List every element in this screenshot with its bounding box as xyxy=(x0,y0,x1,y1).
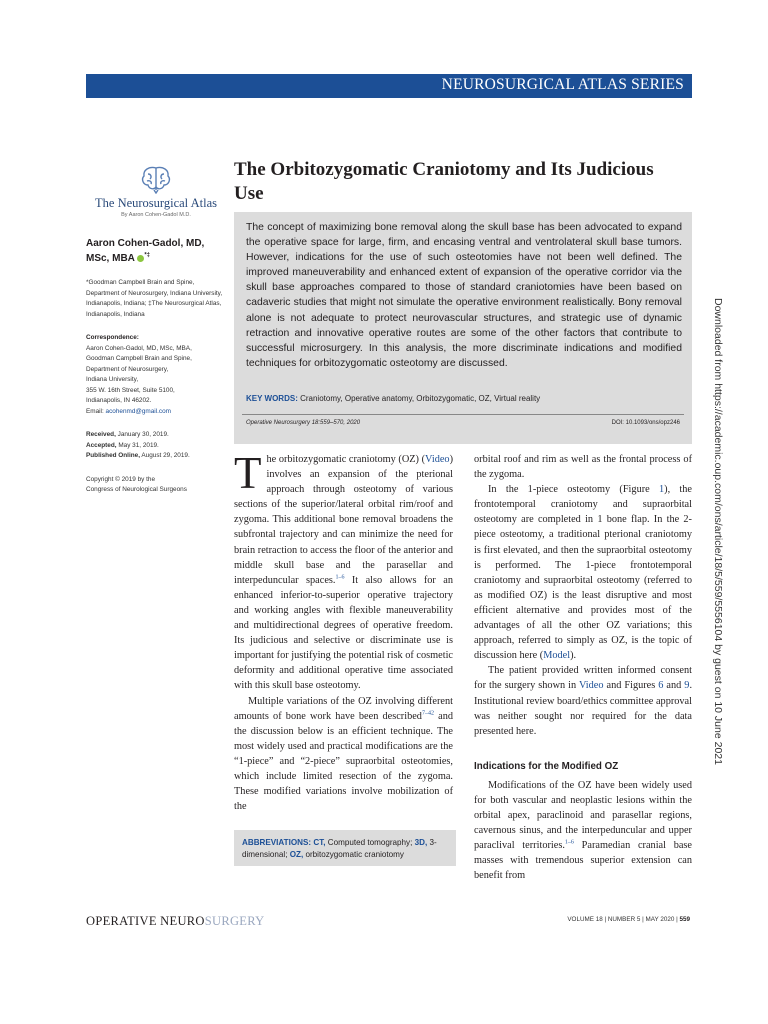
paragraph xyxy=(234,694,453,815)
author-sidebar xyxy=(86,236,228,496)
text-run: he orbitozygomatic craniotomy (OZ) ( xyxy=(266,454,426,465)
text-run: In the 1-piece osteotomy (Figure xyxy=(488,484,659,496)
body-column-2 xyxy=(474,452,692,884)
corr-line: Aaron Cohen-Gadol, MD, MSc, MBA, xyxy=(86,344,192,352)
video-link[interactable]: Video xyxy=(425,454,450,465)
abstract-box xyxy=(234,212,692,444)
keywords-list: Craniotomy, Operative anatomy, Orbitozygomatic, OZ, Virtual reality xyxy=(300,394,541,403)
text-run: It also allows for an enhanced inferior-to-superior operative trajectory and working angles with flexible maneuverability and multidirectional degrees of operative freedom. Its judicious and selective or discriminate use is important for justifying the potential risk of cosmetic deformity and additional operative time associated with this skull base osteotomy. xyxy=(234,574,453,692)
brain-icon xyxy=(139,164,173,194)
journal-name-part: OPERATIVE NEURO xyxy=(86,914,205,928)
abbreviations-box xyxy=(234,830,456,866)
issue-text: VOLUME 18 | NUMBER 5 | MAY 2020 | xyxy=(567,916,680,923)
abbr-term: 3D, xyxy=(414,838,428,847)
article-dates xyxy=(86,430,228,462)
journal-name xyxy=(86,914,265,929)
author-name: Aaron Cohen-Gadol, MD, MSc, MBA xyxy=(86,238,205,264)
page-number: 559 xyxy=(679,916,690,923)
corr-line: 355 W. 16th Street, Suite 5100, xyxy=(86,386,175,394)
text-run: The patient provided written informed consent for the surgery shown in xyxy=(474,665,692,692)
text-run: Multiple variations of the OZ involving different amounts of bone work have been described xyxy=(234,695,453,722)
figure-link[interactable]: 9 xyxy=(684,680,690,692)
series-banner xyxy=(86,74,692,98)
video-link[interactable]: Video xyxy=(578,680,604,692)
section-heading: Indications for the Modified OZ xyxy=(474,760,619,772)
body-column-1 xyxy=(234,448,453,814)
copyright-line: Congress of Neurological Surgeons xyxy=(86,486,187,493)
article-title: The Orbitozygomatic Craniotomy and Its Judicious Use xyxy=(234,159,654,204)
published-label: Published Online, xyxy=(86,452,140,459)
text-run: . Institutional review board/ethics committee approval was neither sought nor required for the data presented here. xyxy=(474,680,693,737)
copyright xyxy=(86,475,228,496)
paragraph: orbital roof and rim as well as the frontal process of the zygoma. xyxy=(474,454,692,481)
logo-name: The Neurosurgical Atlas xyxy=(95,196,217,210)
reference-link[interactable]: 7–42 xyxy=(421,710,434,717)
figure-link[interactable]: 6 xyxy=(658,680,664,692)
drop-cap: T xyxy=(234,448,262,498)
received-label: Received, xyxy=(86,431,116,438)
citation: Operative Neurosurgery 18:559–570, 2020 xyxy=(246,420,361,426)
keywords-label: KEY WORDS: xyxy=(246,394,298,403)
text-run: ), the frontotemporal craniotomy and supraorbital osteotomy are completed in 1 bone flap. In the 2-piece osteotomy, a traditional pterional craniotomy is first elevated, and then the supraorbital osteotomy is performed. The 1-piece frontotemporal craniotomy and supraorbital osteotomy (referred to as modified OZ) is the least disruptive and most efficient alternative and provides most of the advantages of all the other OZ variations; this approach, referred to simply as OZ, is the topic of discussion here ( xyxy=(474,484,692,662)
correspondence xyxy=(86,333,228,417)
abbreviations-label: ABBREVIATIONS: xyxy=(242,838,312,847)
atlas-logo xyxy=(86,164,226,228)
abstract-text: The concept of maximizing bone removal along the skull base has been advocated to expand the operative space for large, firm, and encasing ventral and ventrolateral skull base tumors. However, indications for the use of such osteotomies have not been well defined. The improved maneuverability and enhanced extent of expansion of the operative corridor via the skull base approaches compared to those of standard craniotomies have been based on cadaveric studies that might not simulate the operative environment realistically. Bony removal alone is not adequate to protect neurovascular structures, and strategic use of dynamic retraction and innovative operative routes are some of the other factors that contribute to successful microsurgery. In this analysis, the more discriminate indications and modified techniques for orbitozygomatic osteotomy are discussed. xyxy=(246,222,682,369)
text-run: and Figures xyxy=(603,680,659,692)
accepted-label: Accepted, xyxy=(86,441,117,449)
received-date: January 30, 2019. xyxy=(117,431,169,438)
corr-line: Department of Neurosurgery, xyxy=(86,365,169,373)
issue-info xyxy=(567,916,690,923)
text-run: ). xyxy=(570,650,577,662)
text-run: Modifications of the OZ have been widely used for both vascular and neoplastic lesions within the orbital apex, paraclinoid and parasellar regions, cavernous sinus, and the interpeduncular and upper paraclival territories. xyxy=(474,779,692,852)
published-date: August 29, 2019. xyxy=(141,452,190,459)
text-run: Paramedian cranial base masses with tremendous superior extension can benefit from xyxy=(474,840,692,882)
text-run: and xyxy=(663,680,685,692)
corr-line: Indiana University, xyxy=(86,376,139,383)
abbr-term: OZ, xyxy=(289,850,304,859)
abbr-def: orbitozygomatic craniotomy xyxy=(303,850,404,859)
author-block xyxy=(86,236,228,266)
author-marks: *‡ xyxy=(144,252,150,259)
abbr-def: Computed tomography; xyxy=(325,838,415,847)
keywords xyxy=(246,394,682,403)
abstract-divider xyxy=(242,414,684,415)
doi: DOI: 10.1093/ons/opz246 xyxy=(611,420,680,426)
text-run: ) involves an expansion of the pterional approach through osteotomy of various sections of the superior/lateral orbital rim/roof and zygoma. This additional bone removal broadens the subfrontal trajectory and can minimize the need for brain retraction to access the floor of the anterior and middle skull base and the parasellar and interpeduncular spaces. xyxy=(234,454,453,586)
paragraph xyxy=(474,663,692,738)
paragraph xyxy=(474,482,692,663)
download-notice: Downloaded from https://academic.oup.com/ons/article/18/5/559/5556104 by guest on 10 June 2021 xyxy=(712,298,724,765)
figure-link[interactable]: 1 xyxy=(658,484,665,496)
reference-link[interactable]: 1–6 xyxy=(564,839,574,846)
model-link[interactable]: Model xyxy=(543,650,571,662)
text-run: and the discussion below is an efficient technique. The most widely used and practical modifications are the “1-piece” and “2-piece” supraorbital osteotomies, which include limited resection of the zygoma. These modified variations involve mobilization of the xyxy=(234,710,453,813)
copyright-line: Copyright © 2019 by the xyxy=(86,475,156,483)
accepted-date: May 31, 2019. xyxy=(118,441,159,449)
journal-name-part: SURGERY xyxy=(204,914,265,928)
paragraph xyxy=(474,778,692,884)
series-title: NEUROSURGICAL ATLAS SERIES xyxy=(441,76,684,93)
reference-link[interactable]: 1–6 xyxy=(335,574,345,581)
abbreviations-text xyxy=(242,837,452,861)
correspondence-label: Correspondence: xyxy=(86,334,139,341)
paragraph xyxy=(234,448,453,694)
email-link[interactable]: acohenmd@gmail.com xyxy=(105,407,171,415)
affiliations: *Goodman Campbell Brain and Spine, Department of Neurosurgery, Indiana University, Indianapolis, Indiana; ‡The Neurosurgical Atlas, Indianapolis, Indiana xyxy=(86,279,223,318)
corr-line: Goodman Campbell Brain and Spine, xyxy=(86,355,192,362)
logo-byline: By Aaron Cohen-Gadol M.D. xyxy=(121,212,191,218)
abbr-term: CT, xyxy=(313,838,326,847)
email-label: Email: xyxy=(86,407,104,415)
abbr-def: 3-dimensional; xyxy=(242,838,437,859)
corr-line: Indianapolis, IN 46202. xyxy=(86,397,152,404)
